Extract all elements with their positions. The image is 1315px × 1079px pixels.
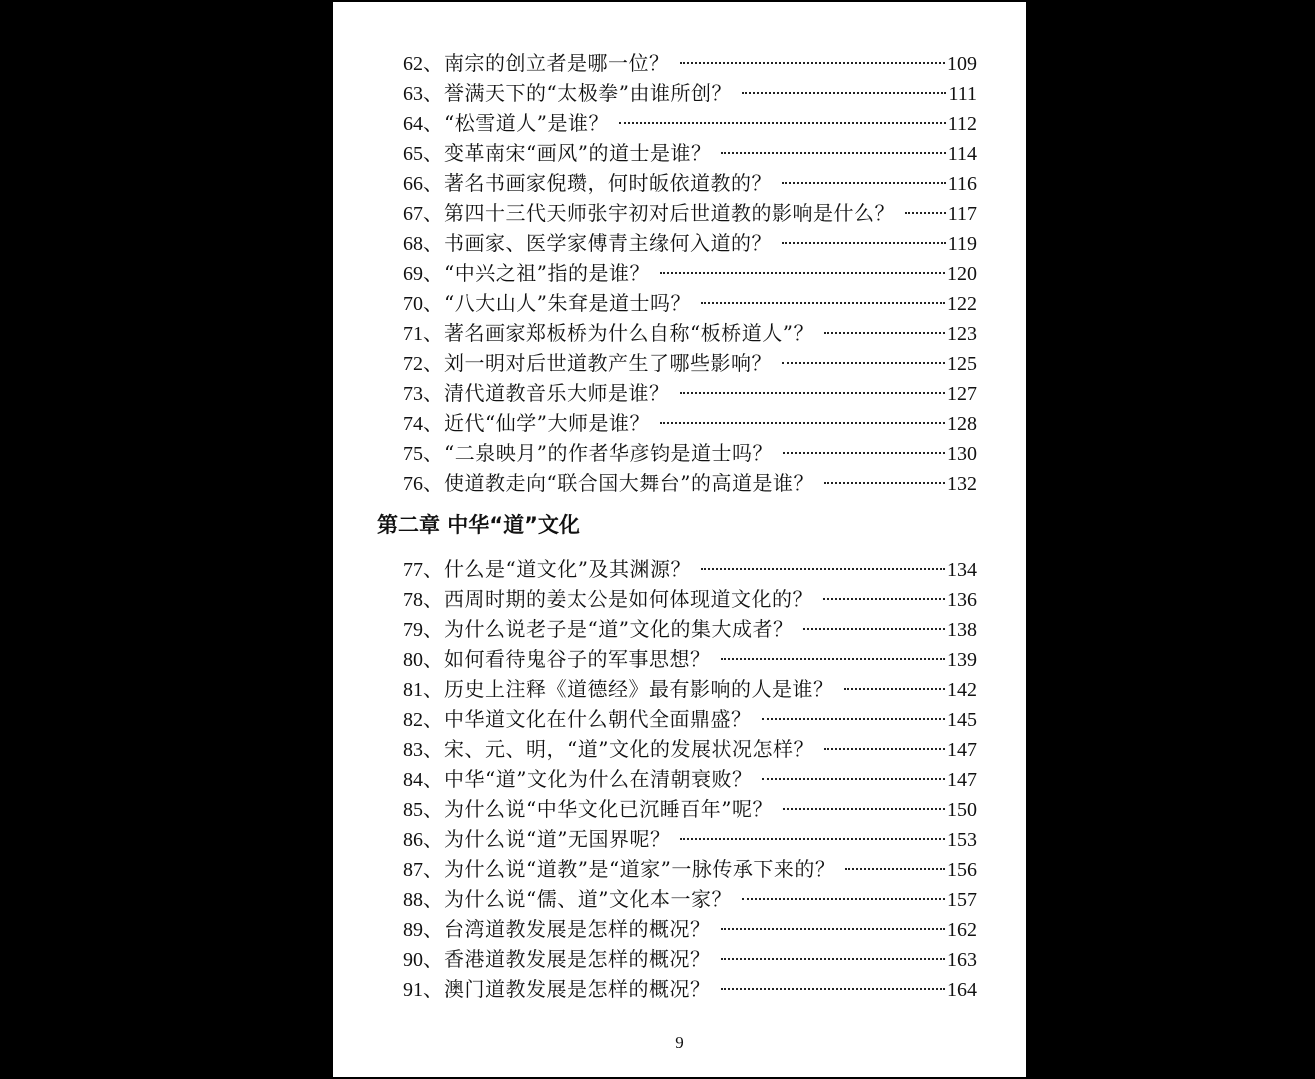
toc-entry-title: “松雪道人”是谁？ [444,111,609,135]
toc-entry-number: 66 [403,173,423,195]
toc-entry-separator: 、 [423,617,443,641]
toc-dot-leader [824,332,945,334]
toc-dot-leader [742,92,947,94]
toc-dot-leader [680,62,946,64]
toc-entry-separator: 、 [423,471,443,495]
toc-entry-number: 83 [403,739,423,761]
toc-entry-title: 南宗的创立者是哪一位？ [444,51,670,75]
toc-entry-title: “中兴之祖”指的是谁？ [444,261,650,285]
toc-entry [403,198,977,228]
toc-entry-page: 145 [947,709,977,731]
toc-dot-leader [660,272,945,274]
toc-entry-title: “二泉映月”的作者华彦钧是道士吗？ [444,441,773,465]
toc-entry-title: 变革南宋“画风”的道士是谁？ [444,141,712,165]
toc-entry-page: 119 [947,233,977,255]
toc-entry-title: 近代“仙学”大师是谁？ [444,411,650,435]
toc-entry-page: 136 [947,589,977,611]
toc-entry-page: 156 [947,859,977,881]
toc-entry-title: 为什么说老子是“道”文化的集大成者？ [444,617,794,641]
toc-entry-number: 67 [403,203,423,225]
toc-entry [403,764,977,794]
toc-entry-page: 116 [947,173,977,195]
toc-dot-leader [783,452,945,454]
toc-entry [403,974,977,1004]
toc-entry-separator: 、 [423,441,443,465]
toc-dot-leader [619,122,946,124]
toc-entry-separator: 、 [423,261,443,285]
toc-entry-page: 139 [947,649,977,671]
toc-entry-page: 120 [947,263,977,285]
toc-dot-leader [680,392,946,394]
toc-entry-number: 65 [403,143,423,165]
toc-entry-page: 150 [947,799,977,821]
toc-entry-number: 70 [403,293,423,315]
toc-entry-number: 69 [403,263,423,285]
toc-entry-page: 163 [947,949,977,971]
toc-entry-number: 89 [403,919,423,941]
toc-entry-number: 73 [403,383,423,405]
toc-entry [403,644,977,674]
toc-entry-separator: 、 [423,111,443,135]
toc-entry-separator: 、 [423,291,443,315]
toc-entry-separator: 、 [423,737,443,761]
toc-entry [403,884,977,914]
toc-dot-leader [721,988,946,990]
toc-entry-separator: 、 [423,201,443,225]
toc-entry [403,108,977,138]
toc-entry-number: 77 [403,559,423,581]
toc-entry-title: 为什么说“中华文化已沉睡百年”呢？ [444,797,773,821]
toc-entry-separator: 、 [423,917,443,941]
toc-dot-leader [742,898,945,900]
toc-dot-leader [721,658,946,660]
toc-entry [403,48,977,78]
toc-entry-separator: 、 [423,977,443,1001]
toc-entry [403,348,977,378]
toc-entry [403,318,977,348]
toc-entry [403,674,977,704]
toc-entry [403,258,977,288]
toc-entry-title: 书画家、医学家傅青主缘何入道的？ [444,231,772,255]
toc-entry-number: 75 [403,443,423,465]
toc-entry-number: 90 [403,949,423,971]
toc-entry-number: 78 [403,589,423,611]
toc-entry-title: 清代道教音乐大师是谁？ [444,381,670,405]
toc-entry-title: 刘一明对后世道教产生了哪些影响？ [444,351,772,375]
toc-entry-title: 西周时期的姜太公是如何体现道文化的？ [444,587,813,611]
toc-entry-title: 宋、元、明，“道”文化的发展状况怎样？ [444,737,814,761]
toc-entry-title: “八大山人”朱耷是道士吗？ [444,291,691,315]
toc-entry [403,138,977,168]
toc-list-part-1 [403,48,977,498]
toc-entry-page: 117 [947,203,977,225]
toc-entry-separator: 、 [423,381,443,405]
toc-entry-number: 79 [403,619,423,641]
toc-entry-number: 85 [403,799,423,821]
toc-entry-page: 114 [947,143,977,165]
toc-entry-number: 63 [403,83,423,105]
toc-dot-leader [762,718,946,720]
toc-entry [403,794,977,824]
toc-dot-leader [721,152,945,154]
toc-entry-page: 109 [947,53,977,75]
toc-entry-separator: 、 [423,587,443,611]
toc-dot-leader [905,212,946,214]
toc-entry-title: 为什么说“儒、道”文化本一家？ [444,887,732,911]
toc-entry-separator: 、 [423,767,443,791]
toc-entry-number: 88 [403,889,423,911]
toc-entry-page: 164 [947,979,977,1001]
toc-entry-page: 111 [948,83,977,105]
toc-entry [403,734,977,764]
toc-entry-page: 125 [947,353,977,375]
toc-entry-separator: 、 [423,677,443,701]
toc-entry-separator: 、 [423,231,443,255]
toc-dot-leader [803,628,945,630]
toc-entry-title: 香港道教发展是怎样的概况？ [444,947,711,971]
toc-entry-title: 为什么说“道教”是“道家”一脉传承下来的？ [444,857,836,881]
toc-entry-title: 著名书画家倪瓒，何时皈依道教的？ [444,171,772,195]
toc-entry-title: 澳门道教发展是怎样的概况？ [444,977,711,1001]
toc-entry-separator: 、 [423,887,443,911]
toc-entry-page: 128 [947,413,977,435]
toc-entry-title: 第四十三代天师张宇初对后世道教的影响是什么？ [444,201,895,225]
toc-entry-number: 71 [403,323,423,345]
toc-entry-separator: 、 [423,857,443,881]
toc-entry [403,438,977,468]
toc-entry [403,378,977,408]
toc-entry-separator: 、 [423,321,443,345]
toc-entry-title: 历史上注释《道德经》最有影响的人是谁？ [444,677,834,701]
toc-entry-number: 62 [403,53,423,75]
toc-entry [403,704,977,734]
toc-dot-leader [762,778,945,780]
toc-entry [403,824,977,854]
toc-entry-title: 中华道文化在什么朝代全面鼎盛？ [444,707,752,731]
toc-entry-number: 86 [403,829,423,851]
toc-entry [403,408,977,438]
toc-dot-leader [721,958,946,960]
toc-entry-page: 130 [947,443,977,465]
toc-entry-page: 112 [947,113,977,135]
toc-entry [403,584,977,614]
toc-entry-number: 72 [403,353,423,375]
toc-entry-title: 誉满天下的“太极拳”由谁所创？ [444,81,732,105]
toc-dot-leader [824,482,945,484]
toc-dot-leader [782,242,946,244]
toc-entry-separator: 、 [423,557,443,581]
toc-dot-leader [782,362,945,364]
toc-entry [403,854,977,884]
toc-entry-title: 著名画家郑板桥为什么自称“板桥道人”？ [444,321,814,345]
toc-entry-number: 82 [403,709,423,731]
toc-entry-number: 80 [403,649,423,671]
document-page [333,2,1026,1077]
toc-entry-separator: 、 [423,647,443,671]
toc-dot-leader [680,838,945,840]
toc-dot-leader [824,748,945,750]
toc-entry-number: 68 [403,233,423,255]
toc-entry-separator: 、 [423,947,443,971]
toc-entry-separator: 、 [423,707,443,731]
toc-entry-separator: 、 [423,411,443,435]
toc-entry-number: 91 [403,979,423,1001]
toc-entry-number: 81 [403,679,423,701]
toc-entry-title: 中华“道”文化为什么在清朝衰败？ [444,767,753,791]
toc-entry-separator: 、 [423,827,443,851]
toc-entry-page: 162 [947,919,977,941]
toc-entry-number: 74 [403,413,423,435]
toc-entry-page: 132 [947,473,977,495]
toc-dot-leader [845,868,945,870]
toc-entry-title: 什么是“道文化”及其渊源？ [444,557,691,581]
toc-entry [403,288,977,318]
toc-entry-separator: 、 [423,351,443,375]
toc-dot-leader [783,808,945,810]
toc-dot-leader [844,688,946,690]
toc-entry-number: 64 [403,113,423,135]
toc-entry-page: 153 [947,829,977,851]
toc-entry-page: 134 [947,559,977,581]
toc-dot-leader [660,422,945,424]
toc-entry-title: 使道教走向“联合国大舞台”的高道是谁？ [444,471,814,495]
toc-entry [403,944,977,974]
toc-entry [403,78,977,108]
toc-dot-leader [701,568,945,570]
toc-entry-page: 127 [947,383,977,405]
toc-entry-separator: 、 [423,171,443,195]
toc-entry-page: 123 [947,323,977,345]
toc-entry [403,614,977,644]
toc-dot-leader [701,302,945,304]
toc-entry-title: 台湾道教发展是怎样的概况？ [444,917,711,941]
toc-dot-leader [721,928,946,930]
toc-entry-page: 138 [947,619,977,641]
toc-entry-number: 87 [403,859,423,881]
chapter-heading: 第二章 中华“道”文化 [377,513,580,537]
toc-entry-title: 为什么说“道”无国界呢？ [444,827,671,851]
toc-entry-separator: 、 [423,141,443,165]
toc-entry [403,914,977,944]
toc-entry-number: 84 [403,769,423,791]
toc-entry-separator: 、 [423,797,443,821]
page-number: 9 [675,1033,684,1052]
toc-entry-page: 157 [947,889,977,911]
toc-entry-page: 142 [947,679,977,701]
toc-entry [403,228,977,258]
toc-entry-title: 如何看待鬼谷子的军事思想？ [444,647,711,671]
toc-entry [403,468,977,498]
toc-entry-number: 76 [403,473,423,495]
toc-entry-page: 147 [947,769,977,791]
toc-dot-leader [823,598,945,600]
toc-entry [403,168,977,198]
toc-entry-separator: 、 [423,81,443,105]
toc-entry [403,554,977,584]
toc-dot-leader [782,182,946,184]
toc-list-part-2 [403,554,977,1004]
toc-entry-page: 122 [947,293,977,315]
toc-entry-separator: 、 [423,51,443,75]
toc-entry-page: 147 [947,739,977,761]
